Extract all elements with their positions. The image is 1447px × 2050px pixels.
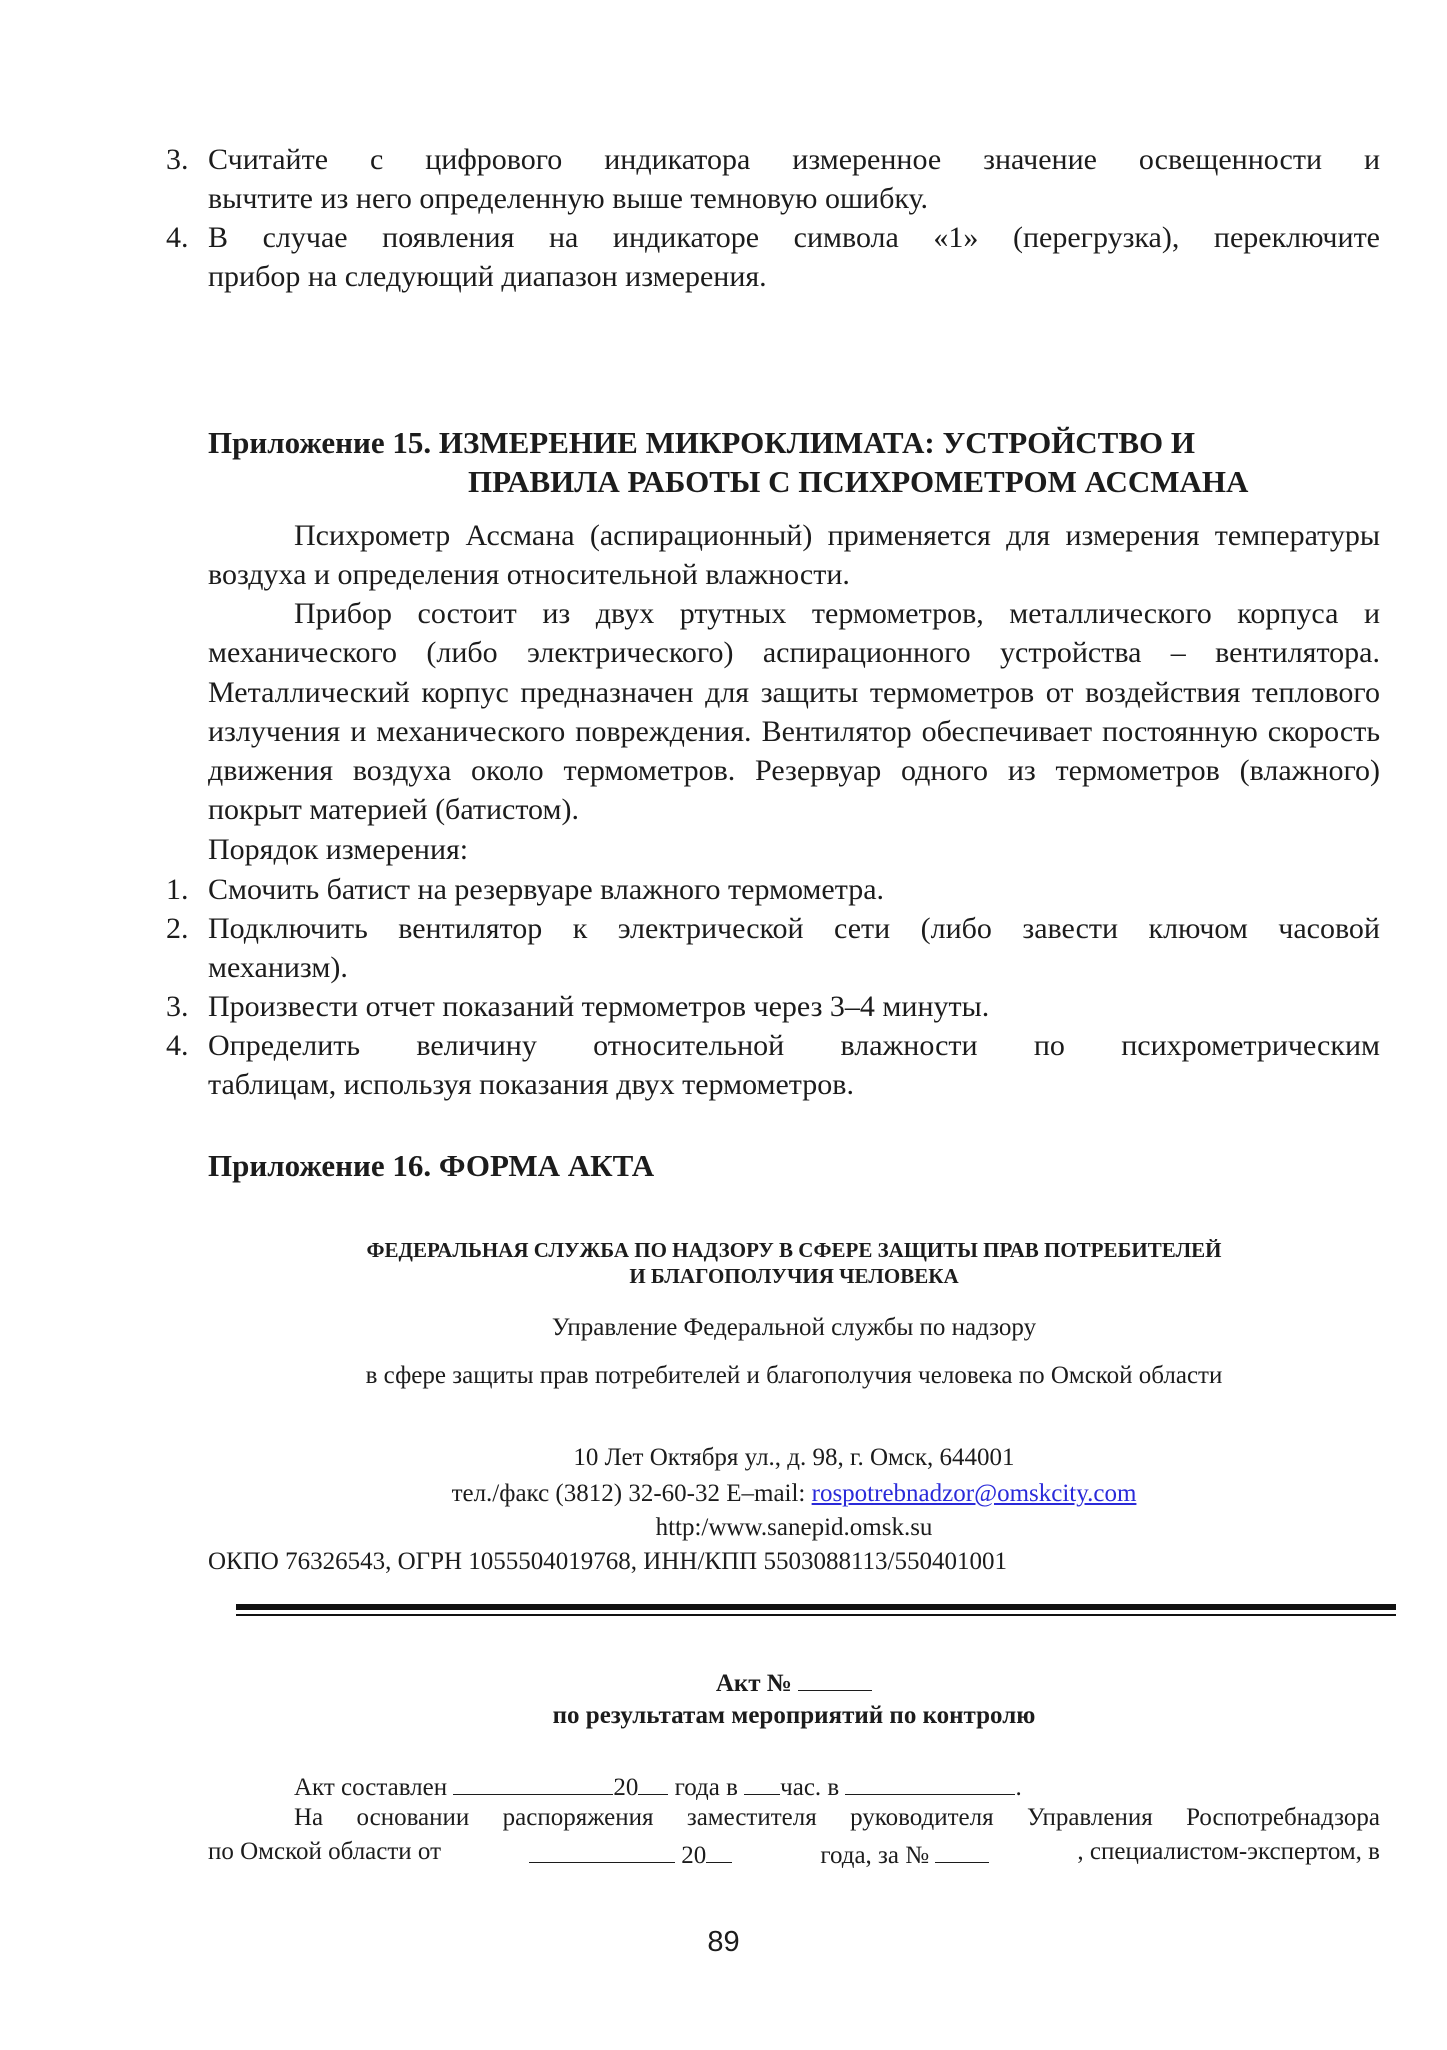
list-text-line: Определить величину относительной влажности по психрометрическим [208,1029,1380,1062]
agency-name-line: ФЕДЕРАЛЬНАЯ СЛУЖБА ПО НАДЗОРУ В СФЕРЕ ЗАЩИТЫ ПРАВ ПОТРЕБИТЕЛЕЙ [366,1238,1222,1262]
basis-text: по Омской области от [208,1838,442,1865]
act-number-blank[interactable] [798,1664,872,1691]
act-made-text: час. в [780,1774,840,1801]
act-year-blank[interactable] [638,1768,668,1795]
page-number: 89 [707,1926,740,1958]
list-item [166,140,1380,218]
list-text-line: В случае появления на индикаторе символа «1» (перегрузка), переключите [208,221,1380,254]
header-divider-thin [236,1614,1396,1616]
act-made-text: . [1015,1774,1022,1801]
basis-line-2 [208,1836,1380,1872]
list-text-line: вычтите из него определенную выше темновую ошибку. [208,182,929,215]
list-number: 3. [166,990,189,1023]
list-item [166,909,1380,987]
act-hour-blank[interactable] [744,1768,780,1795]
registration-codes: ОКПО 76326543, ОГРН 1055504019768, ИНН/КПП 5503088113/550401001 [208,1548,1007,1575]
basis-number [820,1836,989,1872]
list-text-line: Смочить батист на резервуаре влажного термометра. [208,873,885,906]
list-item [166,870,1380,909]
agency-name [208,1237,1380,1289]
list-text-line: таблицам, используя показания двух термометров. [208,1068,854,1101]
list-number: 4. [166,221,189,254]
appendix-15-heading-line2: ПРАВИЛА РАБОТЫ С ПСИХРОМЕТРОМ АССМАНА [468,464,1249,499]
basis-year-text: 20 [681,1842,707,1869]
list-number: 1. [166,873,189,906]
act-date-blank[interactable] [453,1768,613,1795]
act-subtitle: по результатам мероприятий по контролю [552,1702,1036,1729]
header-divider [236,1604,1396,1610]
phone-fax: тел./факс (3812) 32-60-32 E–mail: [451,1480,812,1507]
list-text-line: механизм). [208,951,348,984]
act-title-text: Акт № [715,1670,792,1697]
act-made-line [294,1768,1022,1804]
list-text-line: Произвести отчет показаний термометров через 3–4 минуты. [208,990,990,1023]
list-item [166,987,1380,1026]
basis-number-blank[interactable] [935,1836,989,1863]
act-title [208,1664,1380,1700]
order-label: Порядок измерения: [208,833,469,866]
basis-text: года, за № [820,1842,930,1869]
basis-date-blank[interactable] [529,1836,675,1863]
list-number: 4. [166,1029,189,1062]
basis-text: , специалистом-экспертом, в [1077,1838,1380,1865]
list-text-line: прибор на следующий диапазон измерения. [208,260,767,293]
appendix-16-heading: Приложение 16. ФОРМА АКТА [208,1148,655,1183]
list-number: 3. [166,143,189,176]
department-line: в сфере защиты прав потребителей и благополучия человека по Омской области [365,1362,1223,1389]
act-year-text: 20 [613,1774,639,1801]
website-link[interactable]: http:/www.sanepid.omsk.su [655,1514,933,1541]
list-text-line: Считайте с цифрового индикатора измеренное значение освещенности и [208,143,1380,176]
list-text-line: Подключить вентилятор к электрической сети (либо завести ключом часовой [208,912,1380,945]
department-line: Управление Федеральной службы по надзору [551,1314,1037,1341]
contact-line [208,1478,1380,1510]
paragraph: Психрометр Ассмана (аспирационный) применяется для измерения температуры воздуха и определения относительной влажности. [208,519,1380,592]
list-item [166,218,1380,296]
act-place-blank[interactable] [845,1768,1015,1795]
act-made-text: года в [674,1774,738,1801]
paragraph: Прибор состоит из двух ртутных термометров, металлического корпуса и механического (либо электрического) аспирационного устройства – вентилятора. Металлический корпус предназначен для защиты термометров от воздействия теплового излучения и механического повреждения. Вентилятор обеспечивает постоянную скорость движения воздуха около термометров. Резервуар одного из термометров (влажного) покрыт материей (батистом). [208,597,1380,827]
appendix-15-heading-line1: Приложение 15. ИЗМЕРЕНИЕ МИКРОКЛИМАТА: УСТРОЙСТВО И [208,425,1196,460]
basis-date [529,1836,732,1872]
act-made-text: Акт составлен [294,1774,448,1801]
basis-year-blank[interactable] [706,1836,732,1863]
list-number: 2. [166,912,189,945]
basis-line: На основании распоряжения заместителя руководителя Управления Роспотребнадзора [294,1804,1380,1831]
email-link[interactable]: rospotrebnadzor@omskcity.com [811,1480,1137,1507]
address: 10 Лет Октября ул., д. 98, г. Омск, 644001 [573,1444,1015,1471]
agency-name-line: И БЛАГОПОЛУЧИЯ ЧЕЛОВЕКА [629,1264,959,1288]
list-item [166,1026,1380,1104]
